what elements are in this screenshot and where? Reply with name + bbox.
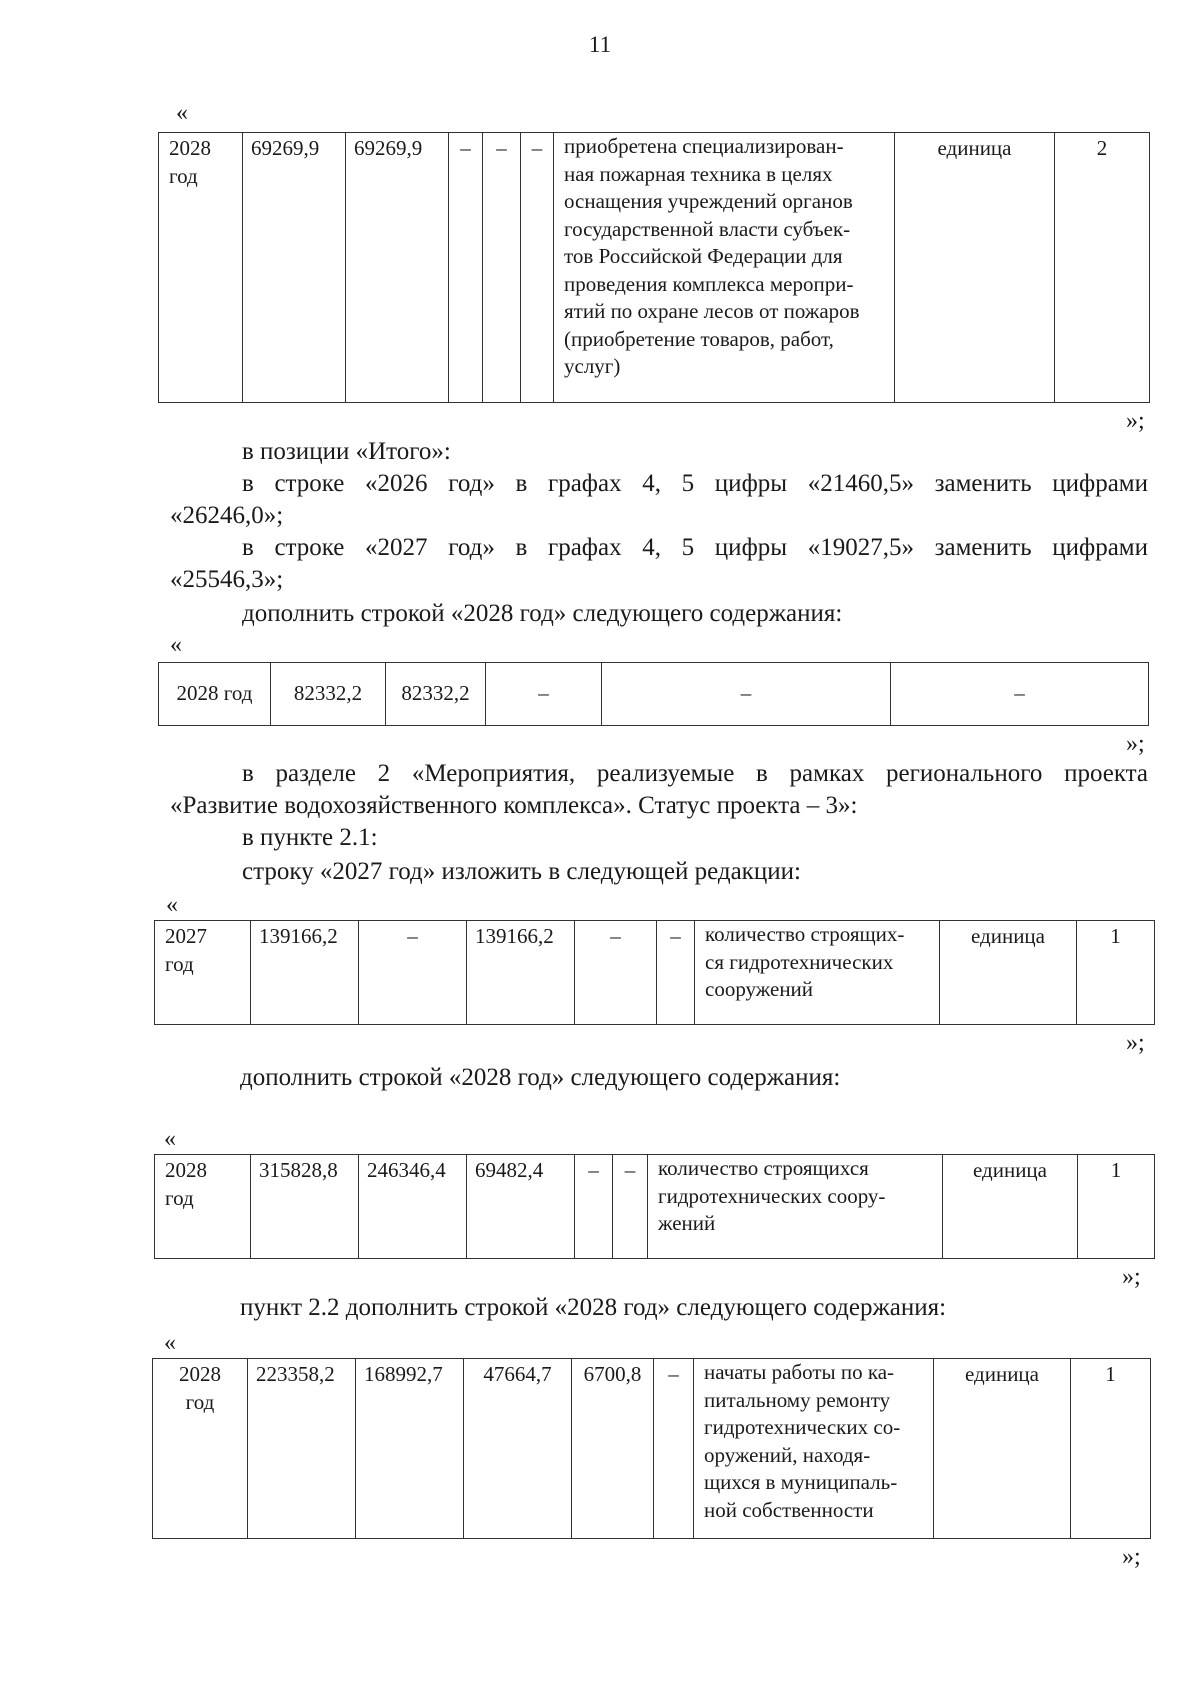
description-line: гидротехнических соору- <box>658 1183 886 1208</box>
amount-cell: 168992,7 <box>356 1359 464 1539</box>
year-line: 2027 <box>165 924 207 948</box>
description-cell <box>695 921 940 1025</box>
dash-cell: – <box>359 921 467 1025</box>
description-cell <box>648 1155 943 1259</box>
dash-cell: – <box>657 921 695 1025</box>
amount-cell: 223358,2 <box>248 1359 356 1539</box>
description-line: ная пожарная техника в целях <box>564 161 833 186</box>
text-line: строку «2027 год» изложить в следующей редакции: <box>242 858 801 885</box>
text-line: дополнить строкой «2028 год» следующего содержания: <box>240 1064 841 1091</box>
amount-cell: 315828,8 <box>251 1155 359 1259</box>
value-cell: 1 <box>1071 1359 1151 1539</box>
open-quote: « <box>164 1126 176 1152</box>
description-cell <box>554 133 895 403</box>
open-quote: « <box>166 892 178 918</box>
dash-cell: – <box>483 133 521 403</box>
year-line: 2028 <box>165 1158 207 1182</box>
amount-cell: 69482,4 <box>467 1155 575 1259</box>
description-line: жений <box>658 1211 716 1235</box>
description-line: оружений, находя- <box>704 1442 871 1467</box>
year-cell: 2028 год <box>159 663 271 726</box>
description-line: щихся в муниципаль- <box>704 1470 898 1494</box>
unit-cell: единица <box>895 133 1055 403</box>
text-line: в позиции «Итого»: <box>242 438 451 465</box>
amount-cell: 82332,2 <box>271 663 386 726</box>
text-line: в строке «2027 год» в графах 4, 5 цифры «19027,5» заменить цифрами <box>242 534 1148 561</box>
open-quote: « <box>170 632 182 658</box>
dash-cell: – <box>486 663 602 726</box>
dash-cell: – <box>602 663 891 726</box>
dash-cell: – <box>449 133 483 403</box>
year-line: год <box>165 951 194 976</box>
description-line: ятий по охране лесов от пожаров <box>564 299 860 323</box>
amount-cell: 246346,4 <box>359 1155 467 1259</box>
text-line: пункт 2.2 дополнить строкой «2028 год» следующего содержания: <box>240 1294 947 1321</box>
value-cell: 1 <box>1077 921 1155 1025</box>
year-cell <box>159 133 243 403</box>
description-line: ной собственности <box>704 1497 874 1522</box>
table-row-2027 <box>154 920 1155 1025</box>
text-line: в разделе 2 «Мероприятия, реализуемые в рамках регионального проекта <box>242 760 1148 787</box>
year-cell <box>153 1359 248 1539</box>
dash-cell: – <box>613 1155 648 1259</box>
dash-cell: – <box>654 1359 694 1539</box>
description-line: приобретена специализирован- <box>564 134 844 158</box>
close-quote: »; <box>1126 1030 1145 1056</box>
amount-cell: 69269,9 <box>243 133 346 403</box>
close-quote: »; <box>1126 731 1145 757</box>
dash-cell: – <box>891 663 1149 726</box>
dash-cell: – <box>575 1155 613 1259</box>
amount-cell: 82332,2 <box>386 663 486 726</box>
description-line: ся гидротехнических <box>705 949 894 974</box>
year-line: год <box>185 1389 215 1414</box>
description-line: государственной власти субъек- <box>564 216 851 241</box>
unit-cell: единица <box>940 921 1077 1025</box>
text-line: «Развитие водохозяйственного комплекса». Статус проекта – 3»: <box>170 792 858 819</box>
description-line: услуг) <box>564 354 621 378</box>
page-number: 11 <box>588 32 612 57</box>
open-quote: « <box>164 1330 176 1356</box>
text-line: в пункте 2.1: <box>242 824 378 851</box>
table-row-2028-fire <box>158 132 1150 403</box>
table-row-2028-construction <box>154 1154 1155 1259</box>
description-cell <box>694 1359 934 1539</box>
amount-cell: 47664,7 <box>464 1359 572 1539</box>
amount-cell: 6700,8 <box>572 1359 654 1539</box>
value-cell: 1 <box>1078 1155 1155 1259</box>
description-line: начаты работы по ка- <box>704 1360 895 1384</box>
table-row-2028-repair <box>152 1358 1151 1539</box>
close-quote: »; <box>1122 1544 1141 1570</box>
year-line: год <box>165 1185 194 1210</box>
text-line: «25546,3»; <box>170 566 284 593</box>
description-line: количество строящих- <box>705 922 905 946</box>
year-cell <box>155 921 251 1025</box>
year-line: 2028 <box>179 1362 221 1386</box>
value-cell: 2 <box>1055 133 1150 403</box>
description-line: проведения комплекса меропри- <box>564 271 854 296</box>
text-line: «26246,0»; <box>170 502 284 529</box>
unit-cell: единица <box>943 1155 1078 1259</box>
description-line: сооружений <box>705 977 814 1001</box>
open-quote: « <box>176 100 188 126</box>
description-line: питальному ремонту <box>704 1387 891 1412</box>
dash-cell: – <box>575 921 657 1025</box>
unit-cell: единица <box>934 1359 1071 1539</box>
description-line: тов Российской Федерации для <box>564 244 843 268</box>
text-line: в строке «2026 год» в графах 4, 5 цифры «21460,5» заменить цифрами <box>242 470 1148 497</box>
amount-cell: 139166,2 <box>251 921 359 1025</box>
description-line: гидротехнических со- <box>704 1415 901 1439</box>
description-line: оснащения учреждений органов <box>564 189 853 213</box>
year-line: 2028 <box>169 136 211 160</box>
dash-cell: – <box>521 133 554 403</box>
close-quote: »; <box>1122 1264 1141 1290</box>
table-row-itogo-2028 <box>158 662 1149 726</box>
year-line: год <box>169 163 198 188</box>
amount-cell: 69269,9 <box>346 133 449 403</box>
description-line: (приобретение товаров, работ, <box>564 326 834 351</box>
year-cell <box>155 1155 251 1259</box>
close-quote: »; <box>1126 408 1145 434</box>
text-line: дополнить строкой «2028 год» следующего содержания: <box>242 600 843 627</box>
amount-cell: 139166,2 <box>467 921 575 1025</box>
description-line: количество строящихся <box>658 1156 869 1180</box>
